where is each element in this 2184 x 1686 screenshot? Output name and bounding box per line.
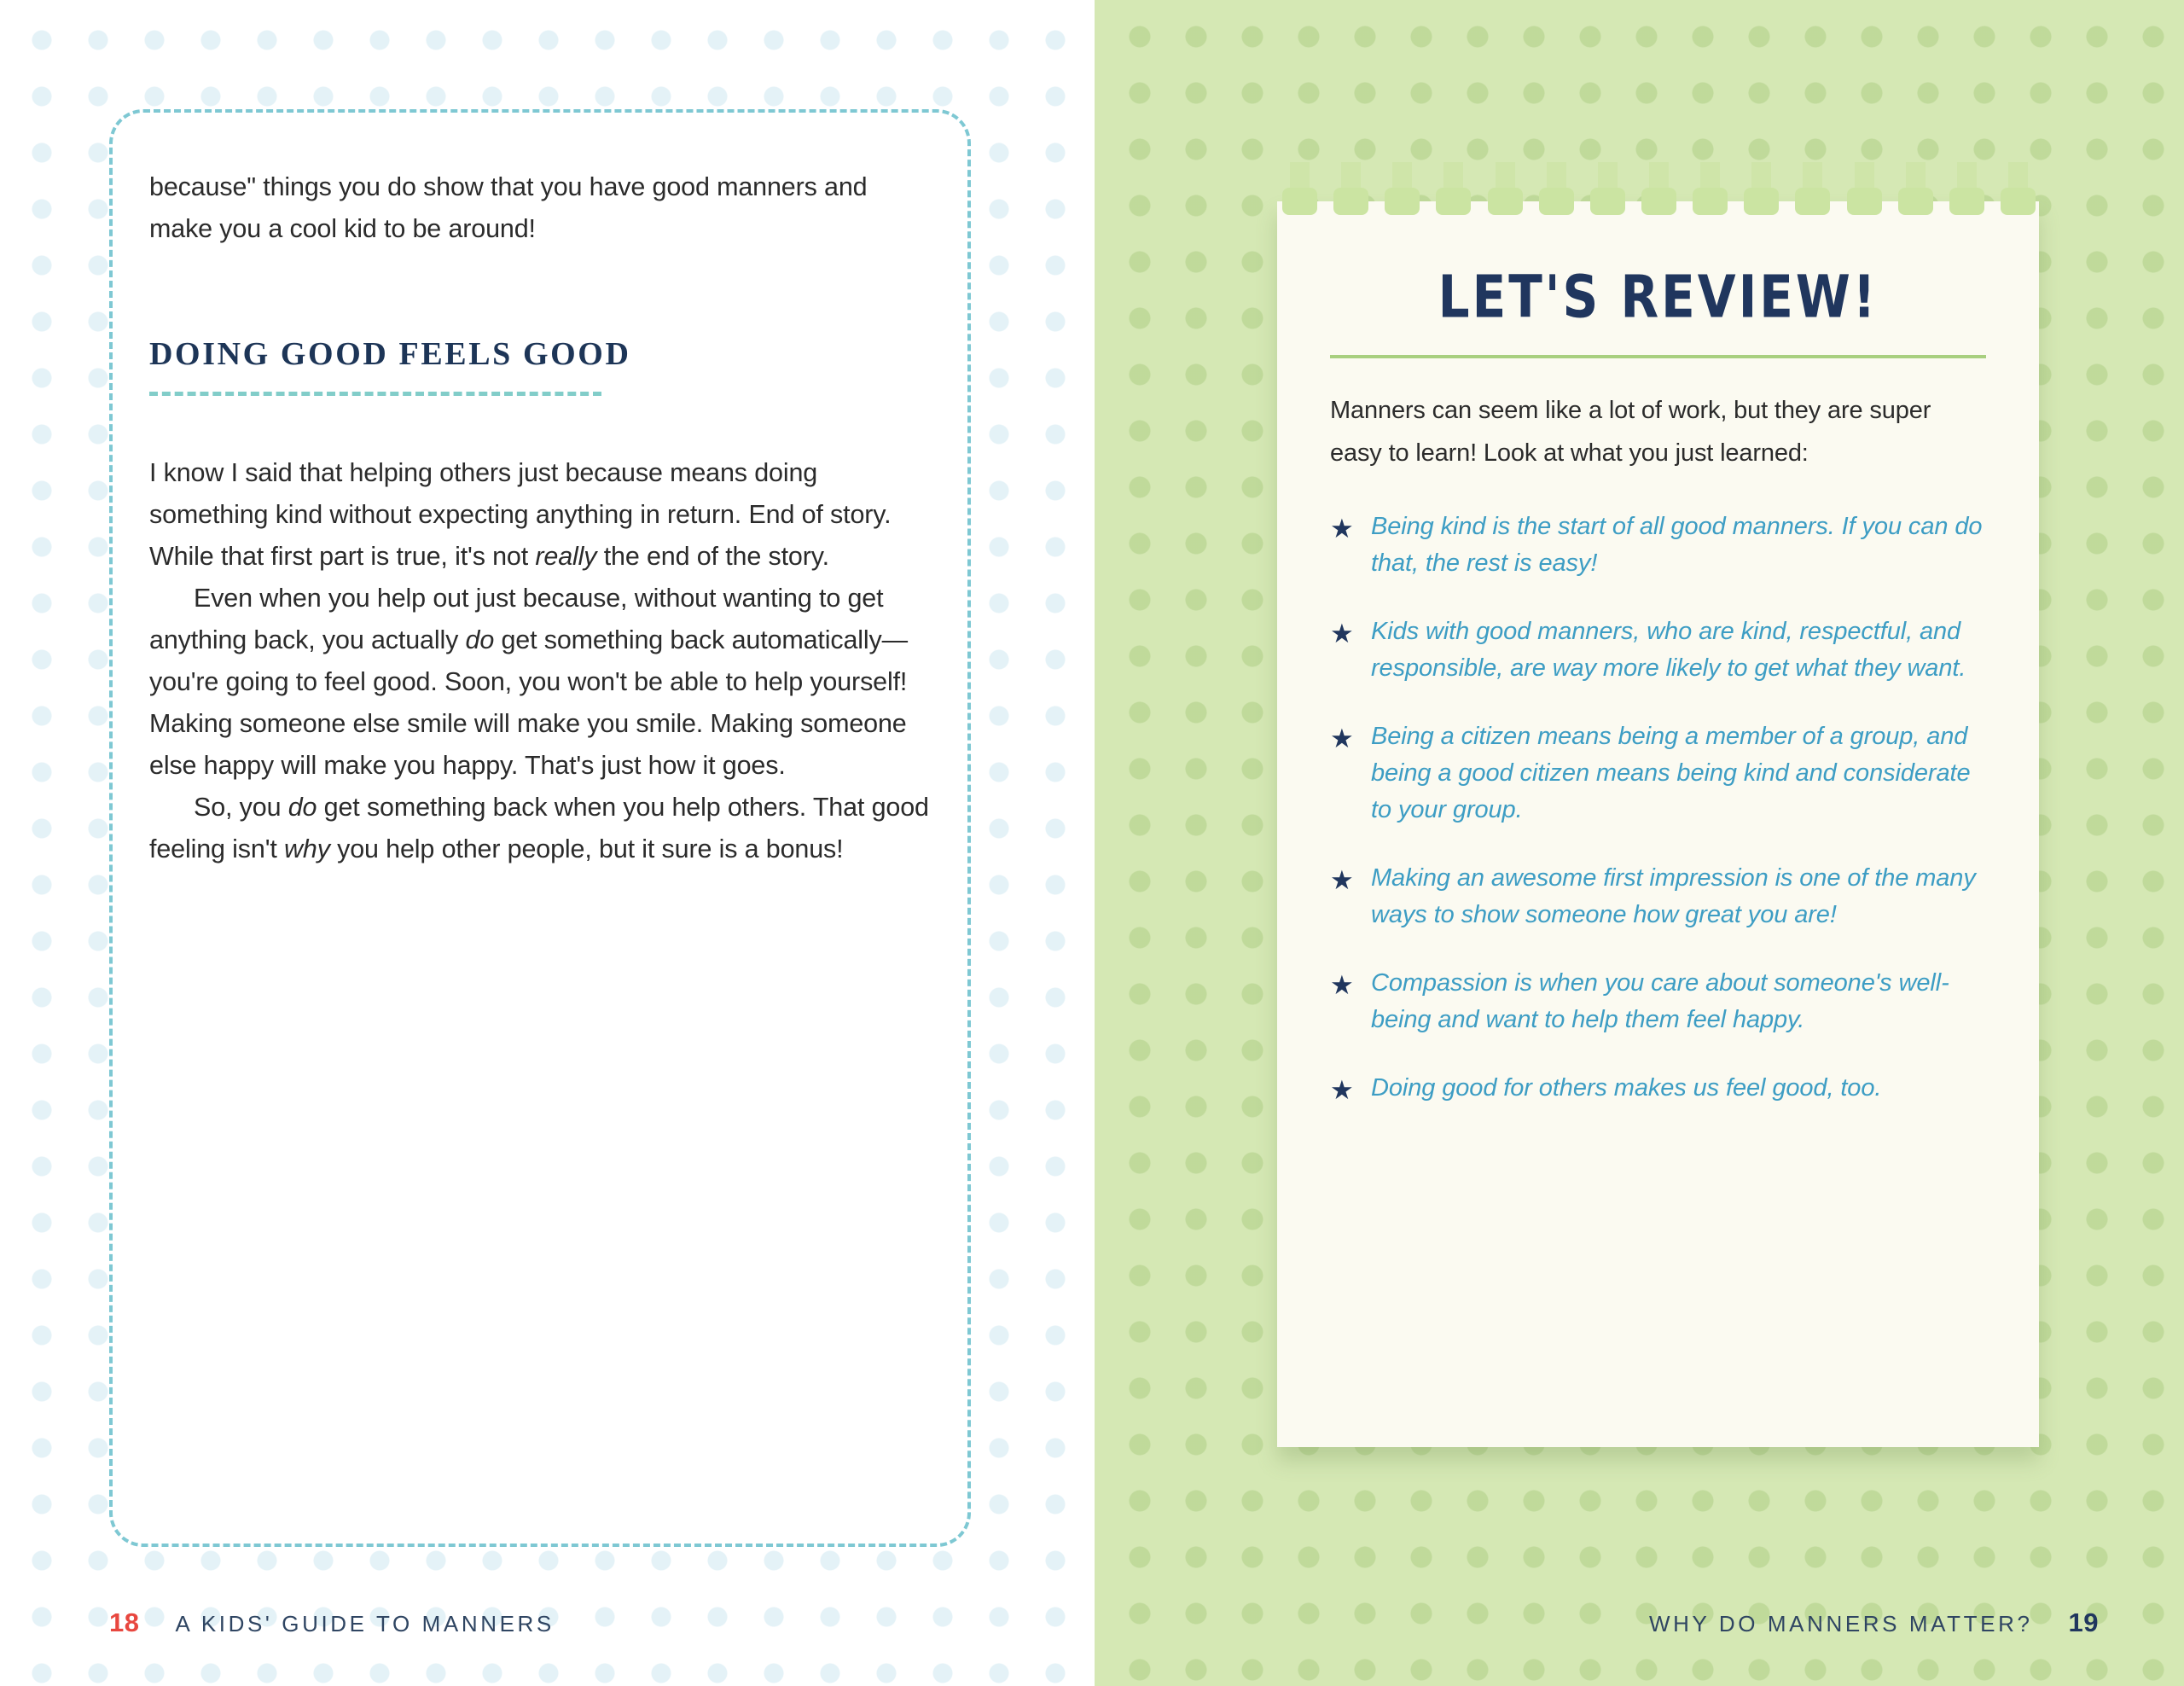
- star-bullet-icon: ★: [1330, 619, 1354, 648]
- paragraph-text: you help other people, but it sure is a bonus!: [329, 834, 844, 863]
- binding-tab-foot: [1795, 188, 1830, 215]
- left-text-column: [149, 166, 934, 870]
- binding-tab: [1385, 162, 1420, 215]
- binding-tab: [1282, 162, 1317, 215]
- binding-tab: [1744, 162, 1779, 215]
- binding-tab: [1693, 162, 1728, 215]
- binding-tab-foot: [1488, 188, 1523, 215]
- right-page: [1095, 0, 2184, 1686]
- notepad-content: [1277, 201, 2039, 1108]
- binding-tab-foot: [1693, 188, 1728, 215]
- paragraph-text: Even when you help out just because, without wanting to get anything back, you actually: [149, 584, 884, 654]
- binding-tab-foot: [1282, 188, 1317, 215]
- binding-tab: [1539, 162, 1574, 215]
- star-bullet-icon: ★: [1330, 514, 1354, 544]
- binding-tab-foot: [1385, 188, 1420, 215]
- review-item-text: Being a citizen means being a member of a group, and being a good citizen means being kind and considerate to your group.: [1371, 723, 1971, 823]
- body-paragraph: [149, 578, 934, 787]
- paragraph-text: get something back when you help others. That good feeling isn't: [149, 793, 929, 863]
- review-title-rule: [1330, 355, 1986, 358]
- review-item-text: Kids with good manners, who are kind, respectful, and responsible, are way more likely to get what they want.: [1371, 618, 1966, 682]
- star-bullet-icon: ★: [1330, 724, 1354, 753]
- review-list-item: [1330, 613, 1986, 687]
- review-intro: Manners can seem like a lot of work, but they are super easy to learn! Look at what you just learned:: [1330, 397, 1931, 467]
- binding-tab-foot: [1641, 188, 1676, 215]
- binding-tab: [2001, 162, 2036, 215]
- emphasis-text: why: [284, 834, 330, 863]
- binding-tab: [1488, 162, 1523, 215]
- paragraph-text: get something back automatically—you're going to feel good. Soon, you won't be able to help yourself! Making someone else smile will make you smile. Making someone else happy will make you happy. That's just how it goes.: [149, 625, 908, 780]
- paragraph-text: the end of the story.: [596, 542, 829, 571]
- binding-tab: [1436, 162, 1471, 215]
- review-list-item: [1330, 509, 1986, 582]
- binding-tab: [1641, 162, 1676, 215]
- binding-tab: [1949, 162, 1984, 215]
- binding-tab-foot: [1898, 188, 1933, 215]
- notepad: [1277, 162, 2039, 1447]
- review-item-text: Making an awesome first impression is one of the many ways to show someone how great you are!: [1371, 864, 1976, 928]
- review-list-item: [1330, 1070, 1986, 1108]
- review-list-item: [1330, 965, 1986, 1038]
- heading-dashed-rule: [149, 392, 601, 396]
- star-bullet-icon: ★: [1330, 1075, 1354, 1105]
- binding-tab: [1795, 162, 1830, 215]
- emphasis-text: do: [288, 793, 317, 822]
- continued-paragraph: because" things you do show that you have good manners and make you a cool kid to be around!: [149, 172, 868, 243]
- binding-tab-foot: [1436, 188, 1471, 215]
- running-head-left: A KIDS' GUIDE TO MANNERS: [175, 1611, 555, 1637]
- body-paragraph: [149, 787, 934, 870]
- review-title: LET'S REVIEW!: [1438, 262, 1879, 332]
- star-bullet-icon: ★: [1330, 865, 1354, 895]
- review-list-item: [1330, 860, 1986, 933]
- notepad-paper: [1277, 201, 2039, 1447]
- emphasis-text: really: [535, 542, 597, 571]
- review-bullet-list: [1330, 509, 1986, 1108]
- review-list-item: [1330, 718, 1986, 828]
- emphasis-text: do: [465, 625, 495, 654]
- right-footer: [1649, 1608, 2099, 1638]
- star-bullet-icon: ★: [1330, 970, 1354, 1000]
- binding-tab-foot: [1333, 188, 1368, 215]
- binding-tab: [1333, 162, 1368, 215]
- binding-tab-foot: [1590, 188, 1625, 215]
- notepad-binding: [1277, 162, 2039, 215]
- binding-tab: [1847, 162, 1882, 215]
- page-number-right: 19: [2068, 1608, 2099, 1637]
- review-item-text: Compassion is when you care about someone's well-being and want to help them feel happy.: [1371, 969, 1949, 1033]
- binding-tab: [1590, 162, 1625, 215]
- paragraph-text: So, you: [194, 793, 288, 822]
- binding-tab: [1898, 162, 1933, 215]
- review-item-text: Being kind is the start of all good manners. If you can do that, the rest is easy!: [1371, 513, 1983, 577]
- binding-tab-foot: [2001, 188, 2036, 215]
- paragraph-text: I know I said that helping others just because means doing something kind without expecting anything in return. End of story. While that first part is true, it's not: [149, 458, 892, 571]
- binding-tab-foot: [1744, 188, 1779, 215]
- section-heading: DOING GOOD FEELS GOOD: [149, 336, 631, 372]
- binding-tab-foot: [1847, 188, 1882, 215]
- body-paragraph: [149, 452, 934, 578]
- binding-tab-foot: [1949, 188, 1984, 215]
- binding-tab-foot: [1539, 188, 1574, 215]
- body-paragraphs: [149, 452, 934, 870]
- review-item-text: Doing good for others makes us feel good, too.: [1371, 1074, 1882, 1102]
- page-number-left: 18: [109, 1608, 140, 1637]
- section-heading-block: [149, 335, 934, 396]
- running-head-right: WHY DO MANNERS MATTER?: [1649, 1611, 2033, 1637]
- left-footer: [109, 1608, 555, 1638]
